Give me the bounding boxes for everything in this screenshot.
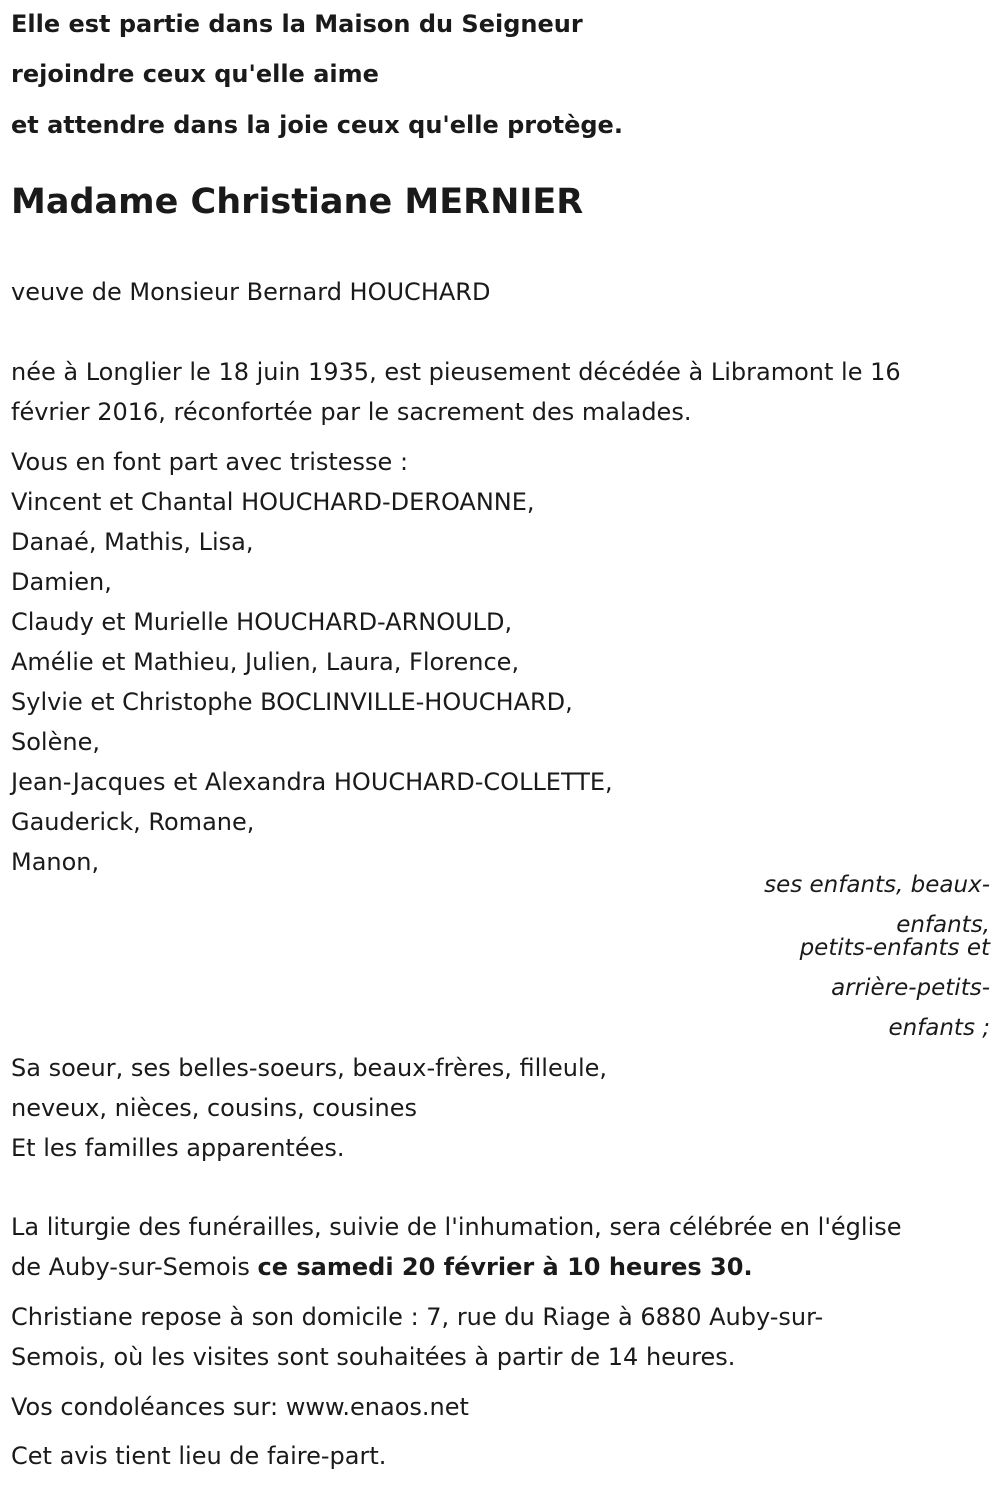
family-line-1: Vincent et Chantal HOUCHARD-DEROANNE, [11, 488, 535, 516]
rest-line-1: Christiane repose à son domicile : 7, rue du Riage à 6880 Auby-sur- [11, 1303, 824, 1331]
relation-line-3: petits-enfants et [799, 935, 990, 961]
verse-line-3: et attendre dans la joie ceux qu'elle protège. [11, 111, 623, 139]
liturgy-line-2 [11, 1253, 753, 1281]
family-line-4: Claudy et Murielle HOUCHARD-ARNOULD, [11, 608, 513, 636]
birth-line-1: née à Longlier le 18 juin 1935, est pieusement décédée à Libramont le 16 [11, 358, 901, 386]
relation-line-5: enfants ; [888, 1015, 990, 1041]
family-line-10: Manon, [11, 848, 100, 876]
birth-line-2: février 2016, réconfortée par le sacrement des malades. [11, 398, 692, 426]
verse-line-2: rejoindre ceux qu'elle aime [11, 60, 379, 88]
condolences-line: Vos condoléances sur: www.enaos.net [11, 1393, 469, 1421]
others-line-3: Et les familles apparentées. [11, 1134, 345, 1162]
family-line-9: Gauderick, Romane, [11, 808, 255, 836]
family-line-5: Amélie et Mathieu, Julien, Laura, Florence, [11, 648, 520, 676]
liturgy-date: ce samedi 20 février à 10 heures 30. [257, 1253, 753, 1281]
family-line-7: Solène, [11, 728, 100, 756]
family-line-6: Sylvie et Christophe BOCLINVILLE-HOUCHARD, [11, 688, 573, 716]
widow-line: veuve de Monsieur Bernard HOUCHARD [11, 278, 491, 306]
notice-line: Cet avis tient lieu de faire-part. [11, 1442, 387, 1470]
liturgy-place: de Auby-sur-Semois [11, 1253, 258, 1281]
verse-line-1: Elle est partie dans la Maison du Seigneur [11, 10, 583, 38]
others-line-1: Sa soeur, ses belles-soeurs, beaux-frères, filleule, [11, 1054, 608, 1082]
others-line-2: neveux, nièces, cousins, cousines [11, 1094, 417, 1122]
rest-line-2: Semois, où les visites sont souhaitées à partir de 14 heures. [11, 1343, 736, 1371]
announce-line: Vous en font part avec tristesse : [11, 448, 409, 476]
family-line-2: Danaé, Mathis, Lisa, [11, 528, 254, 556]
deceased-name: Madame Christiane MERNIER [11, 182, 584, 222]
relation-line-2: enfants, [896, 912, 990, 938]
relation-line-1: ses enfants, beaux- [764, 872, 990, 898]
family-line-3: Damien, [11, 568, 112, 596]
liturgy-line-1: La liturgie des funérailles, suivie de l'inhumation, sera célébrée en l'église [11, 1213, 902, 1241]
family-line-8: Jean-Jacques et Alexandra HOUCHARD-COLLETTE, [11, 768, 613, 796]
relation-line-4: arrière-petits- [831, 975, 990, 1001]
